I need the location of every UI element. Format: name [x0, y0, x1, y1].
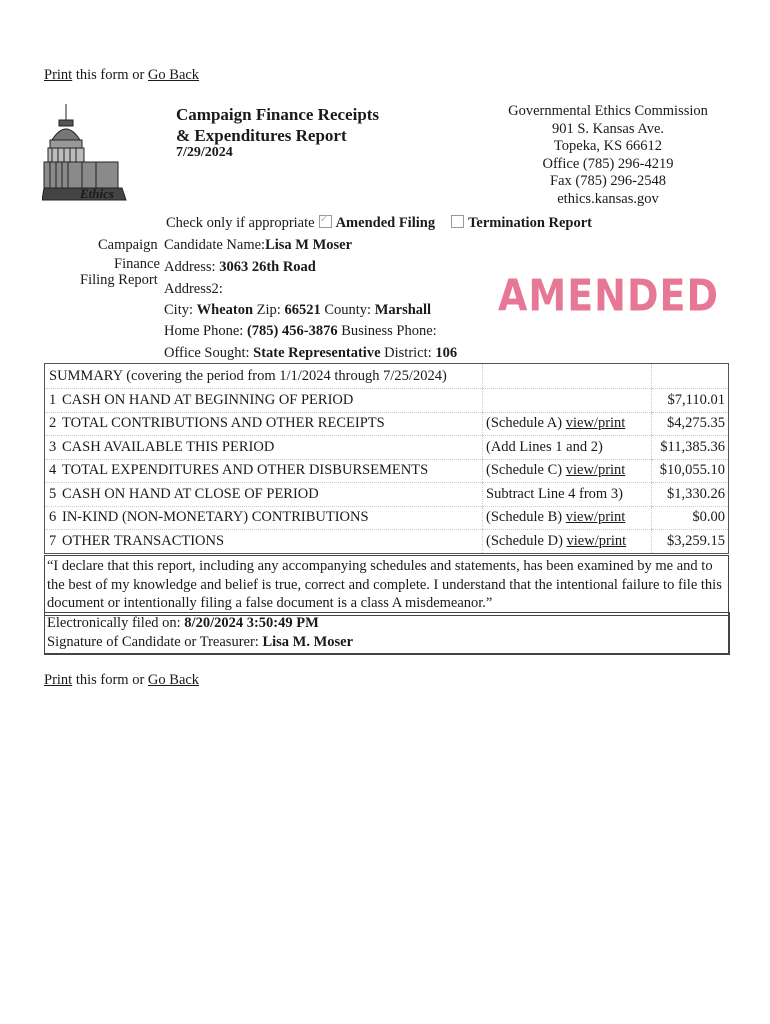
filed-on-row	[45, 613, 728, 633]
zip-label: Zip:	[253, 302, 285, 318]
row-description: IN-KIND (NON-MONETARY) CONTRIBUTIONS	[62, 506, 483, 530]
bottom-nav	[44, 672, 199, 689]
filing-type-row	[166, 215, 592, 232]
nav-separator-text-bottom: this form or	[72, 672, 148, 688]
report-date: 7/29/2024	[176, 145, 233, 160]
filed-on-label: Electronically filed on:	[47, 615, 185, 631]
zip-value: 66521	[284, 302, 321, 318]
summary-heading-blank2	[652, 364, 729, 389]
candidate-name-label: Candidate Name:	[164, 237, 266, 253]
row-amount: $11,385.36	[652, 436, 729, 460]
schedule-b-view-print-link[interactable]: view/print	[565, 509, 626, 526]
city-value: Wheaton	[196, 302, 254, 318]
row-source-text: (Schedule C)	[486, 462, 566, 479]
top-nav	[44, 67, 199, 84]
side-label-line1: Campaign	[98, 237, 158, 253]
row-number: 5	[45, 483, 63, 507]
report-title-line1: Campaign Finance Receipts	[176, 105, 380, 124]
district-value: 106	[435, 345, 458, 361]
table-row	[45, 506, 729, 530]
row-amount: $4,275.35	[652, 412, 729, 436]
check-label: Check only if appropriate	[166, 215, 315, 231]
commission-address	[488, 103, 728, 208]
row-source-text: (Schedule B)	[486, 509, 566, 526]
table-row	[45, 436, 729, 460]
commission-fax: Fax (785) 296-2548	[550, 173, 666, 189]
row-source	[483, 530, 652, 554]
row-source-text: (Schedule D)	[486, 532, 567, 549]
table-row	[45, 483, 729, 507]
city-row	[164, 302, 431, 319]
office-label: Office Sought:	[164, 345, 254, 361]
row-number: 6	[45, 506, 63, 530]
schedule-c-view-print-link[interactable]: view/print	[565, 462, 626, 479]
logo-text: Ethics	[80, 186, 114, 201]
summary-table	[44, 363, 729, 554]
row-source: Subtract Line 4 from 3)	[483, 483, 652, 507]
row-amount: $3,259.15	[652, 530, 729, 554]
home-phone-label: Home Phone:	[164, 323, 247, 339]
side-label-line2: Finance	[114, 256, 160, 272]
amended-label: Amended Filing	[335, 215, 436, 231]
row-source	[483, 506, 652, 530]
termination-checkbox[interactable]	[451, 215, 464, 228]
print-link-bottom[interactable]: Print	[44, 672, 73, 688]
schedule-a-view-print-link[interactable]: view/print	[565, 415, 626, 432]
county-value: Marshall	[374, 302, 432, 318]
address-row	[164, 259, 316, 276]
commission-website: ethics.kansas.gov	[557, 190, 659, 207]
declaration-box	[44, 555, 729, 616]
print-link[interactable]: Print	[44, 67, 73, 83]
table-row	[45, 459, 729, 483]
row-number: 7	[45, 530, 63, 554]
row-number: 2	[45, 412, 63, 436]
district-label: District:	[380, 345, 436, 361]
go-back-link[interactable]: Go Back	[147, 67, 200, 83]
declaration-text: “I declare that this report, including any accompanying schedules and statements, has been examined by me and to the best of my knowledge and belief is true, correct and complete. I understand that the intentional failure to file this document or intentionally filing a false document is a class A misdemeanor.”	[47, 558, 722, 611]
commission-name: Governmental Ethics Commission	[508, 103, 708, 119]
phone-row	[164, 323, 437, 340]
signature-box	[44, 612, 730, 655]
row-source: (Add Lines 1 and 2)	[483, 436, 652, 460]
address2-label: Address2:	[164, 281, 223, 297]
table-row	[45, 530, 729, 554]
table-row	[45, 412, 729, 436]
amended-checkbox[interactable]	[319, 215, 332, 228]
termination-label: Termination Report	[468, 215, 592, 231]
row-source-text: (Schedule A)	[486, 415, 566, 432]
row-source	[483, 459, 652, 483]
row-description: CASH ON HAND AT BEGINNING OF PERIOD	[62, 389, 483, 413]
candidate-name-row	[164, 237, 352, 254]
city-label: City:	[164, 302, 197, 318]
commission-city: Topeka, KS 66612	[553, 138, 663, 154]
office-row	[164, 345, 457, 362]
side-label-line3: Filing Report	[80, 272, 158, 288]
row-amount: $0.00	[652, 506, 729, 530]
row-description: TOTAL CONTRIBUTIONS AND OTHER RECEIPTS	[62, 412, 483, 436]
row-description: CASH AVAILABLE THIS PERIOD	[62, 436, 483, 460]
row-number: 1	[45, 389, 63, 413]
row-amount: $7,110.01	[652, 389, 729, 413]
amended-stamp: AMENDED	[498, 270, 720, 321]
row-description: CASH ON HAND AT CLOSE OF PERIOD	[62, 483, 483, 507]
office-value: State Representative	[253, 345, 381, 361]
address2-row	[164, 281, 223, 298]
row-amount: $1,330.26	[652, 483, 729, 507]
address-label: Address:	[164, 259, 220, 275]
row-description: TOTAL EXPENDITURES AND OTHER DISBURSEMENTS	[62, 459, 483, 483]
signer-label: Signature of Candidate or Treasurer:	[47, 633, 263, 650]
filed-on-value: 8/20/2024 3:50:49 PM	[184, 615, 319, 631]
row-number: 3	[45, 436, 63, 460]
row-number: 4	[45, 459, 63, 483]
nav-separator-text: this form or	[72, 67, 148, 83]
commission-street: 901 S. Kansas Ave.	[551, 120, 665, 137]
row-amount: $10,055.10	[652, 459, 729, 483]
row-source	[483, 389, 652, 413]
report-title-line2: & Expenditures Report	[176, 126, 347, 145]
address-value: 3063 26th Road	[219, 259, 316, 275]
summary-heading: SUMMARY (covering the period from 1/1/2024 through 7/25/2024)	[45, 364, 483, 389]
business-phone-label: Business Phone:	[337, 323, 437, 339]
candidate-name: Lisa M Moser	[265, 237, 353, 253]
kansas-ethics-logo	[42, 100, 130, 210]
signer-value: Lisa M. Moser	[262, 633, 354, 650]
table-row	[45, 389, 729, 413]
schedule-d-view-print-link[interactable]: view/print	[566, 532, 627, 549]
county-label: County:	[320, 302, 375, 318]
go-back-link-bottom[interactable]: Go Back	[147, 672, 200, 688]
signer-row	[45, 633, 728, 652]
summary-heading-blank	[483, 364, 652, 389]
row-source	[483, 412, 652, 436]
home-phone-value: (785) 456-3876	[246, 323, 338, 339]
row-description: OTHER TRANSACTIONS	[62, 530, 483, 554]
commission-office-phone: Office (785) 296-4219	[542, 155, 674, 172]
